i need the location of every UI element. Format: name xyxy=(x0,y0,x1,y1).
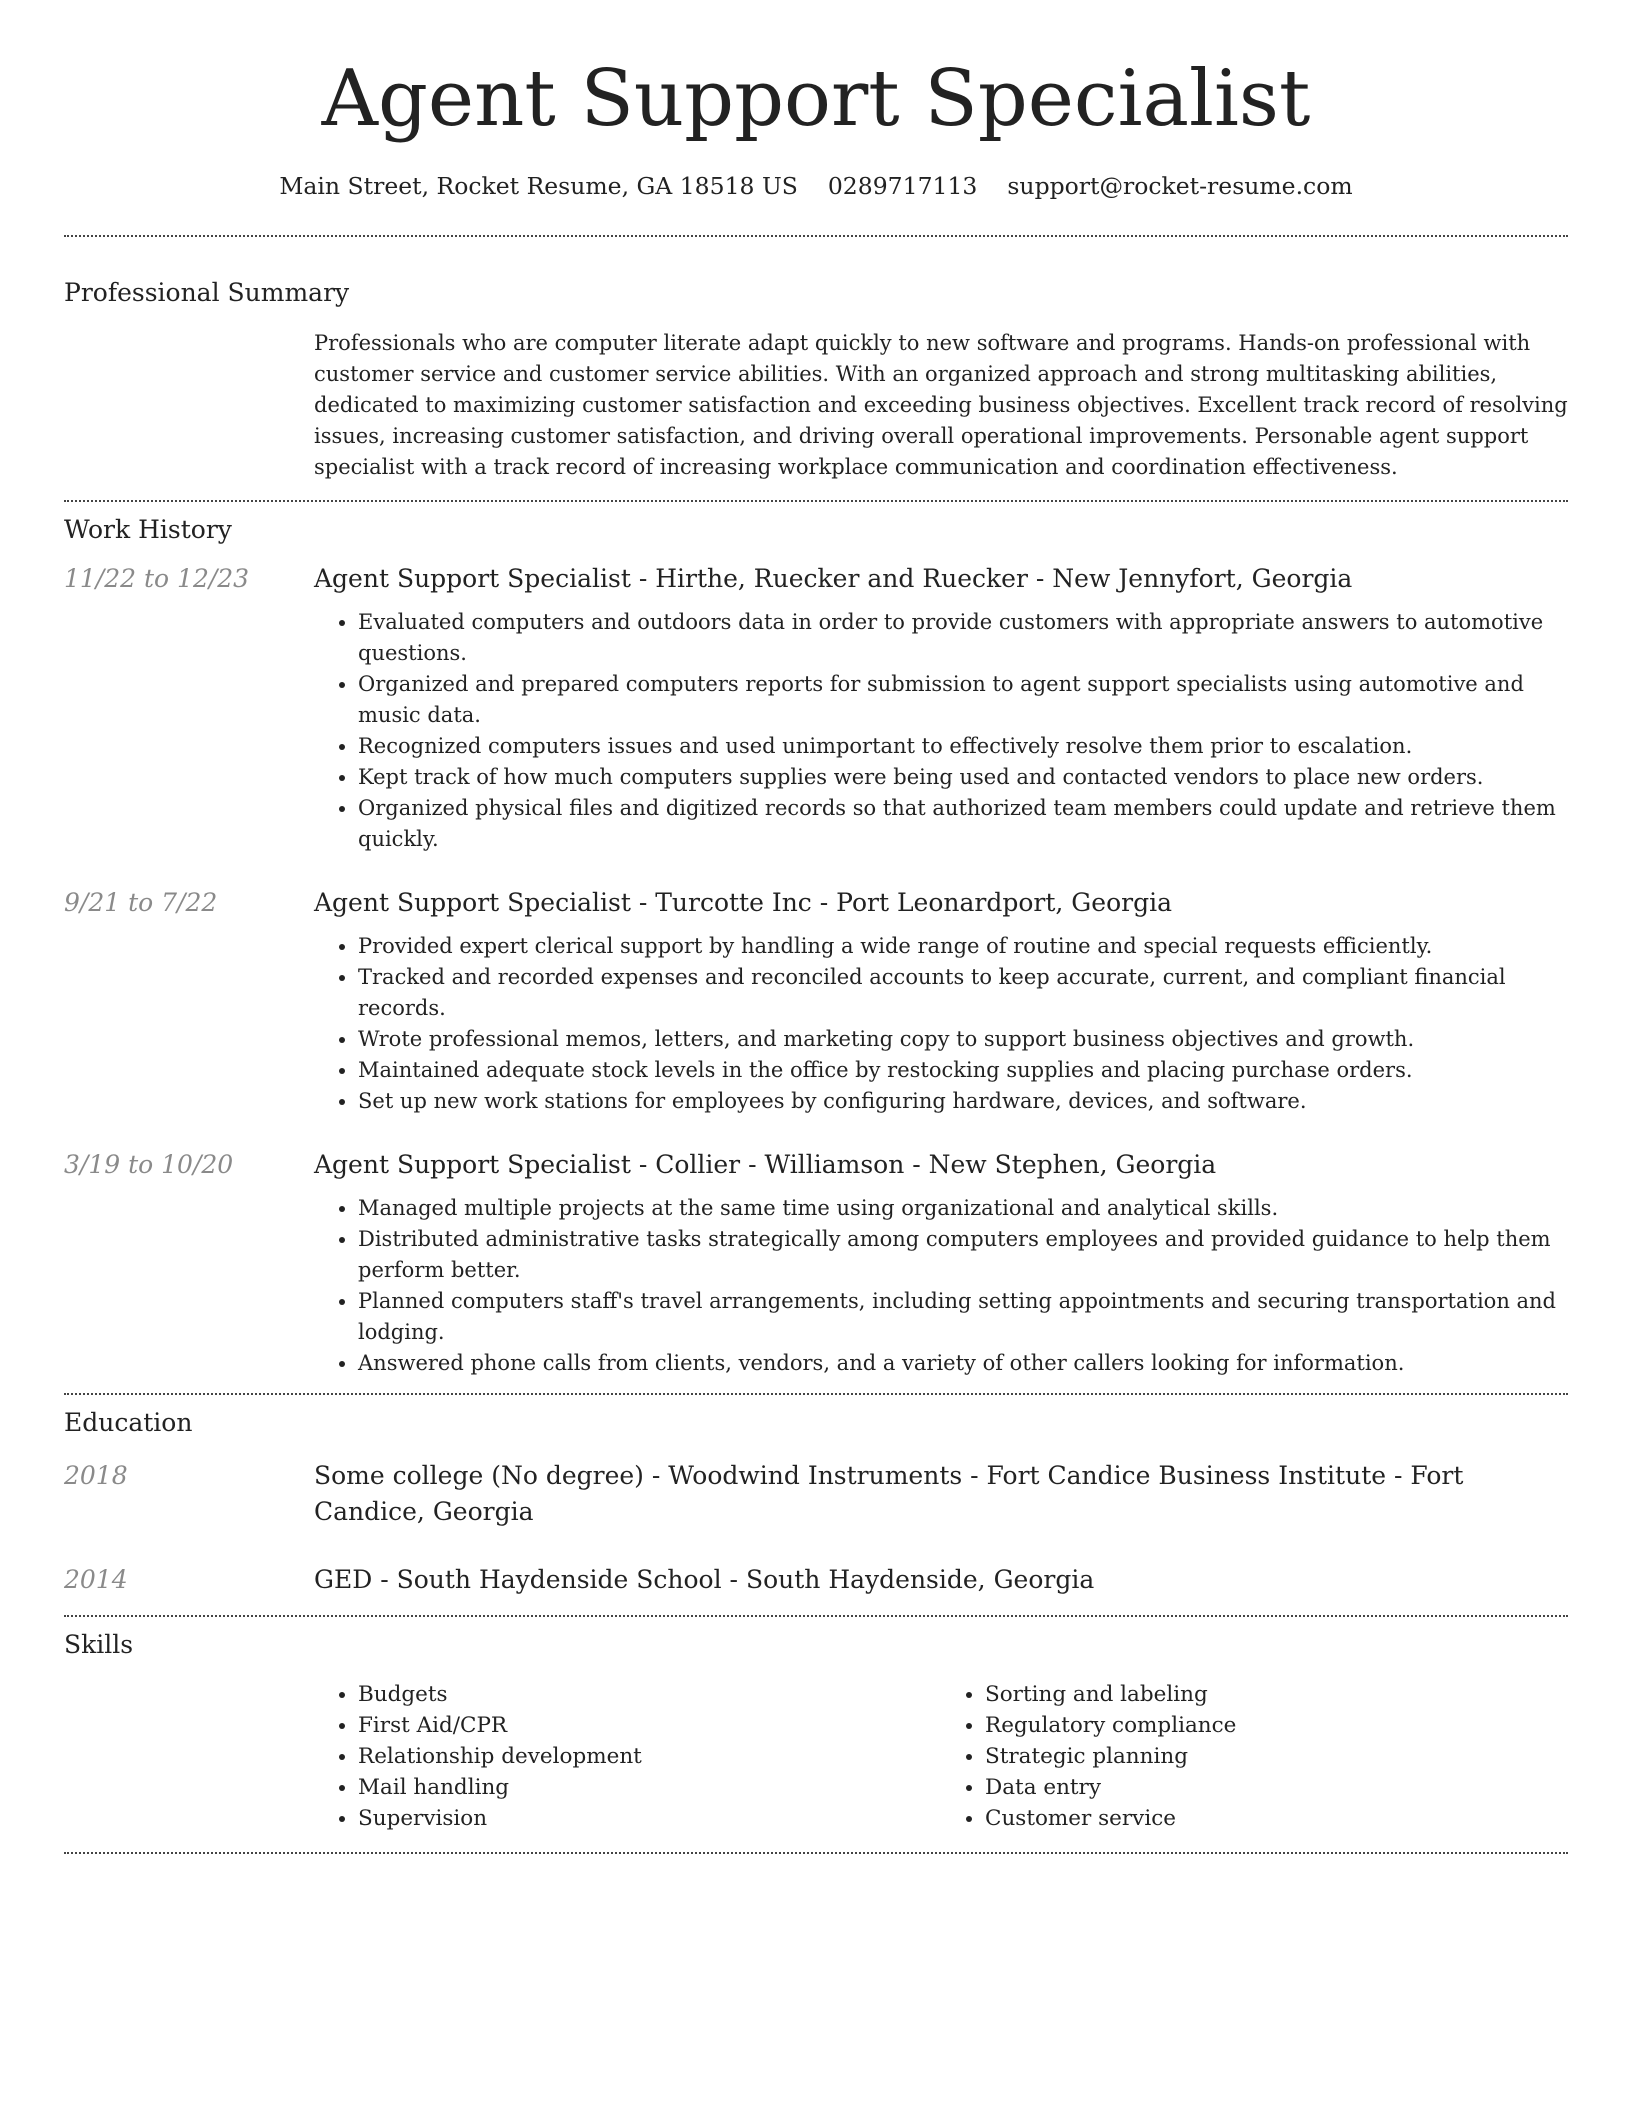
education-details: GED - South Haydenside School - South Haydenside, Georgia xyxy=(314,1565,1095,1594)
skills-list xyxy=(314,1679,1568,1834)
job-bullets xyxy=(314,1193,1568,1379)
work-history-heading: Work History xyxy=(64,515,232,544)
skills-heading: Skills xyxy=(64,1630,134,1659)
list-item: • Tracked and recorded expenses and reconciled accounts to keep accurate, current, and compliant financial records. xyxy=(358,962,1568,1024)
contact-phone: 0289717113 xyxy=(827,172,978,200)
list-item: • Maintained adequate stock levels in the office by restocking supplies and placing purchase orders. xyxy=(358,1055,1568,1086)
resume-page xyxy=(64,0,1568,1854)
education-year: 2014 xyxy=(64,1565,128,1594)
skill-item: • Supervision xyxy=(358,1803,941,1834)
list-item: • Set up new work stations for employees by configuring hardware, devices, and software. xyxy=(358,1086,1568,1117)
list-item: • Answered phone calls from clients, vendors, and a variety of other callers looking for information. xyxy=(358,1348,1568,1379)
job-title: Agent Support Specialist - Collier - Williamson - New Stephen, Georgia xyxy=(314,1150,1217,1179)
job-title: Agent Support Specialist - Hirthe, Ruecker and Ruecker - New Jennyfort, Georgia xyxy=(314,564,1353,593)
section-divider xyxy=(64,235,1568,237)
skill-item: • Sorting and labeling xyxy=(985,1679,1568,1710)
skill-item: • Customer service xyxy=(985,1803,1568,1834)
job-title: Agent Support Specialist - Turcotte Inc - Port Leonardport, Georgia xyxy=(314,888,1172,917)
education-heading: Education xyxy=(64,1408,193,1437)
list-item: • Managed multiple projects at the same time using organizational and analytical skills. xyxy=(358,1193,1568,1224)
list-item: • Planned computers staff's travel arrangements, including setting appointments and securing transportation and lodging. xyxy=(358,1286,1568,1348)
summary-heading: Professional Summary xyxy=(64,278,350,307)
candidate-name: Agent Support Specialist xyxy=(321,54,1311,144)
job-entry xyxy=(64,885,1568,1117)
skill-item: • Regulatory compliance xyxy=(985,1710,1568,1741)
list-item: • Organized and prepared computers reports for submission to agent support specialists using automotive and music data. xyxy=(358,669,1568,731)
job-dates: 11/22 to 12/23 xyxy=(64,564,250,593)
skill-item: • Budgets xyxy=(358,1679,941,1710)
list-item: • Evaluated computers and outdoors data in order to provide customers with appropriate answers to automotive questions. xyxy=(358,607,1568,669)
education-year: 2018 xyxy=(64,1461,128,1490)
skill-item: • Mail handling xyxy=(358,1772,941,1803)
section-divider xyxy=(64,500,1568,502)
job-entry xyxy=(64,1147,1568,1379)
education-entry xyxy=(64,1562,1568,1598)
summary-text: Professionals who are computer literate adapt quickly to new software and programs. Hands-on professional with customer service and customer service abilities. With an organized approach and strong multitasking abilities, dedicated to maximizing customer satisfaction and exceeding business objectives. Excellent track record of resolving issues, increasing customer satisfaction, and driving overall operational improvements. Personable agent support specialist with a track record of increasing workplace communication and coordination effectiveness. xyxy=(314,331,1568,479)
section-divider xyxy=(64,1852,1568,1854)
education-entry xyxy=(64,1458,1568,1530)
skills-column-right xyxy=(941,1679,1568,1834)
job-entry xyxy=(64,561,1568,855)
list-item: • Kept track of how much computers supplies were being used and contacted vendors to place new orders. xyxy=(358,762,1568,793)
job-bullets xyxy=(314,931,1568,1117)
list-item: • Provided expert clerical support by handling a wide range of routine and special requests efficiently. xyxy=(358,931,1568,962)
skill-item: • First Aid/CPR xyxy=(358,1710,941,1741)
job-dates: 3/19 to 10/20 xyxy=(64,1150,234,1179)
list-item: • Recognized computers issues and used unimportant to effectively resolve them prior to escalation. xyxy=(358,731,1568,762)
section-divider xyxy=(64,1615,1568,1617)
list-item: • Wrote professional memos, letters, and marketing copy to support business objectives and growth. xyxy=(358,1024,1568,1055)
skill-item: • Relationship development xyxy=(358,1741,941,1772)
contact-email: support@rocket-resume.com xyxy=(1007,172,1353,200)
skill-item: • Strategic planning xyxy=(985,1741,1568,1772)
list-item: • Organized physical files and digitized records so that authorized team members could update and retrieve them quickly. xyxy=(358,793,1568,855)
job-dates: 9/21 to 7/22 xyxy=(64,888,218,917)
section-divider xyxy=(64,1393,1568,1395)
skill-item: • Data entry xyxy=(985,1772,1568,1803)
list-item: • Distributed administrative tasks strategically among computers employees and provided guidance to help them perform better. xyxy=(358,1224,1568,1286)
education-details: Some college (No degree) - Woodwind Instruments - Fort Candice Business Institute - Fort Candice, Georgia xyxy=(314,1461,1464,1526)
job-bullets xyxy=(314,607,1568,855)
contact-address: Main Street, Rocket Resume, GA 18518 US xyxy=(279,172,798,200)
skills-column-left xyxy=(314,1679,941,1834)
contact-line xyxy=(64,172,1568,200)
